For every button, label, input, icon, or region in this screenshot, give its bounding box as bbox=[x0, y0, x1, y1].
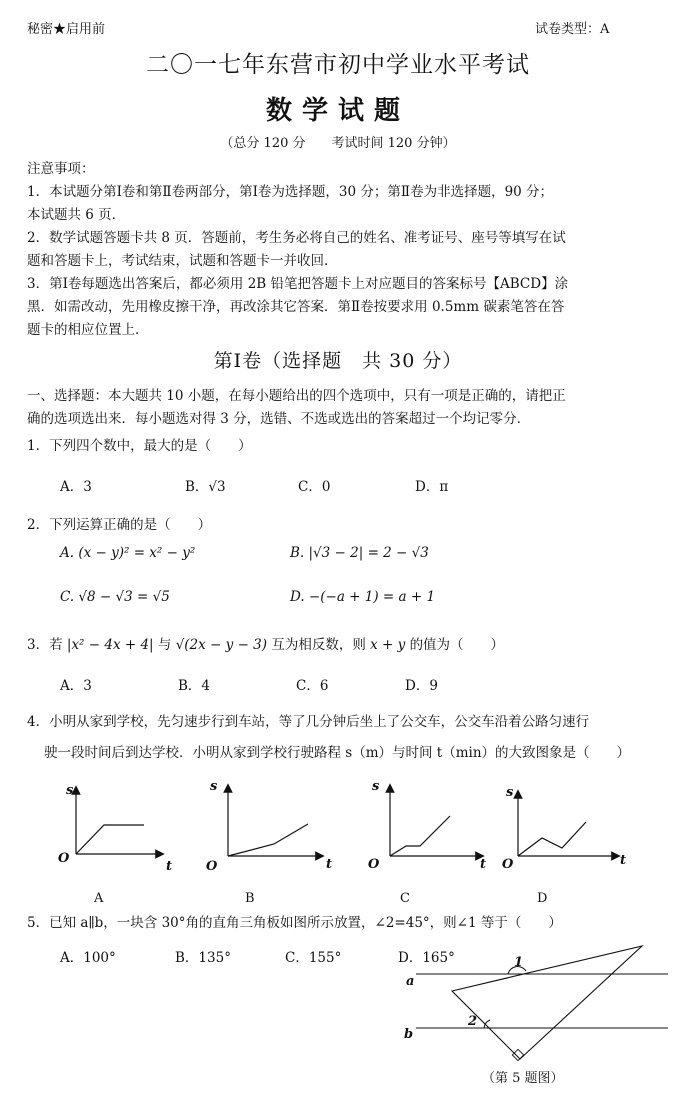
axis-s-label: s bbox=[506, 785, 514, 800]
q3-expression-2: √(2x − y − 3) bbox=[175, 637, 268, 653]
notice-line: 2．数学试题答题卡共 8 页．答题前，考生务必将自己的姓名、准考证号、座号等填写在试 bbox=[27, 230, 566, 246]
part-instruction: 一、选择题：本大题共 10 小题，在每小题给出的四个选项中，只有一项是正确的，请把正 bbox=[27, 388, 566, 404]
notice-line: 3．第Ⅰ卷每题选出答案后，都必须用 2B 铅笔把答题卡上对应题目的答案标号【ABCD】涂 bbox=[27, 276, 569, 292]
q4-graph-d bbox=[502, 782, 627, 878]
q4-graph-a bbox=[56, 782, 173, 878]
axis-t-label: t bbox=[166, 859, 173, 874]
q2-option-b: B. |√3 − 2| = 2 − √3 bbox=[290, 545, 429, 561]
q4-graph-label-b: B bbox=[245, 891, 255, 906]
axis-t-label: t bbox=[620, 853, 627, 868]
q3-prefix: 3．若 bbox=[27, 637, 63, 653]
origin-label: O bbox=[502, 857, 514, 872]
q3-mid: 与 bbox=[157, 637, 172, 653]
q3-expression-1: |x² − 4x + 4| bbox=[66, 637, 154, 653]
origin-label: O bbox=[58, 851, 70, 866]
part-instruction: 确的选项选出来．每小题选对得 3 分，选错、不选或选出的答案超过一个均记零分． bbox=[27, 411, 531, 427]
q4-graph-c bbox=[368, 779, 488, 878]
notice-line: 本试题共 6 页． bbox=[27, 207, 126, 223]
question-3-stem bbox=[27, 633, 504, 653]
q4-graph-label-a: A bbox=[94, 891, 104, 906]
origin-label: O bbox=[206, 859, 218, 874]
q3-option-d: D．9 bbox=[405, 678, 438, 694]
angle-2-label: 2 bbox=[468, 1014, 478, 1029]
question-5-stem: 5．已知 a∥b，一块含 30°角的直角三角板如图所示放置，∠2=45°，则∠1 等于（ ） bbox=[27, 915, 562, 931]
question-4-line: 4．小明从家到学校，先匀速步行到车站，等了几分钟后坐上了公交车，公交车沿着公路匀速行 bbox=[27, 714, 590, 730]
q4-graph-label-c: C bbox=[400, 891, 410, 906]
q5-option-a: A．100° bbox=[60, 950, 116, 966]
q5-option-d: D．165° bbox=[398, 950, 455, 966]
exam-meta: （总分 120 分 考试时间 120 分钟） bbox=[220, 136, 456, 151]
angle-1-label: 1 bbox=[514, 955, 524, 970]
confidential-label: 秘密★启用前 bbox=[27, 22, 106, 37]
question-1-stem: 1．下列四个数中，最大的是（ ） bbox=[27, 438, 252, 454]
q4-graph-b bbox=[206, 779, 333, 878]
q1-option-a: A．3 bbox=[60, 479, 92, 495]
q3-option-b: B．4 bbox=[178, 678, 211, 694]
q1-option-c: C．0 bbox=[298, 479, 331, 495]
q3-option-a: A．3 bbox=[60, 678, 92, 694]
notice-line: 题和答题卡上，考试结束，试题和答题卡一并收回． bbox=[27, 253, 338, 269]
q3-option-c: C．6 bbox=[296, 678, 329, 694]
q3-expression-3: x + y bbox=[370, 637, 406, 653]
question-4-line: 驶一段时间后到达学校．小明从家到学校行驶路程 s（m）与时间 t（min）的大致图象是（ ） bbox=[44, 745, 631, 761]
q5-figure bbox=[400, 940, 670, 1070]
q1-option-d: D．π bbox=[415, 479, 449, 495]
section-heading: 第Ⅰ卷（选择题 共 30 分） bbox=[213, 350, 463, 372]
notice-line: 题卡的相应位置上． bbox=[27, 322, 149, 338]
origin-label: O bbox=[368, 857, 380, 872]
line-a-label: a bbox=[406, 974, 415, 989]
notice-line: 黑．如需改动，先用橡皮擦干净，再改涂其它答案．第Ⅱ卷按要求用 0.5mm 碳素笔答在答 bbox=[27, 299, 565, 315]
q2-option-c: C. √8 − √3 = √5 bbox=[60, 589, 170, 605]
axis-s-label: s bbox=[66, 783, 74, 798]
question-2-stem: 2．下列运算正确的是（ ） bbox=[27, 517, 212, 533]
notice-heading: 注意事项： bbox=[27, 161, 95, 177]
q3-suffix: 互为相反数，则 bbox=[271, 637, 366, 653]
axis-s-label: s bbox=[372, 779, 380, 794]
q5-figure-caption: （第 5 题图） bbox=[482, 1071, 564, 1086]
exam-title: 二〇一七年东营市初中学业水平考试 bbox=[146, 52, 530, 78]
line-b-label: b bbox=[404, 1027, 414, 1042]
notice-line: 1．本试题分第Ⅰ卷和第Ⅱ卷两部分，第Ⅰ卷为选择题，30 分；第Ⅱ卷为非选择题，90 分； bbox=[27, 184, 554, 200]
axis-t-label: t bbox=[326, 857, 333, 872]
subject-title: 数学试题 bbox=[265, 96, 410, 126]
q2-option-d: D. −(−a + 1) = a + 1 bbox=[290, 589, 436, 605]
q1-option-b: B．√3 bbox=[185, 479, 226, 495]
set-square bbox=[452, 946, 642, 1059]
axis-s-label: s bbox=[210, 779, 218, 794]
q3-tail: 的值为（ ） bbox=[409, 637, 505, 653]
q4-graph-label-d: D bbox=[537, 891, 548, 906]
q5-option-c: C．155° bbox=[285, 950, 342, 966]
q2-option-a: A. (x − y)² = x² − y² bbox=[60, 545, 196, 561]
q5-option-b: B．135° bbox=[175, 950, 231, 966]
paper-type-label: 试卷类型：A bbox=[535, 22, 610, 37]
axis-t-label: t bbox=[480, 857, 487, 872]
